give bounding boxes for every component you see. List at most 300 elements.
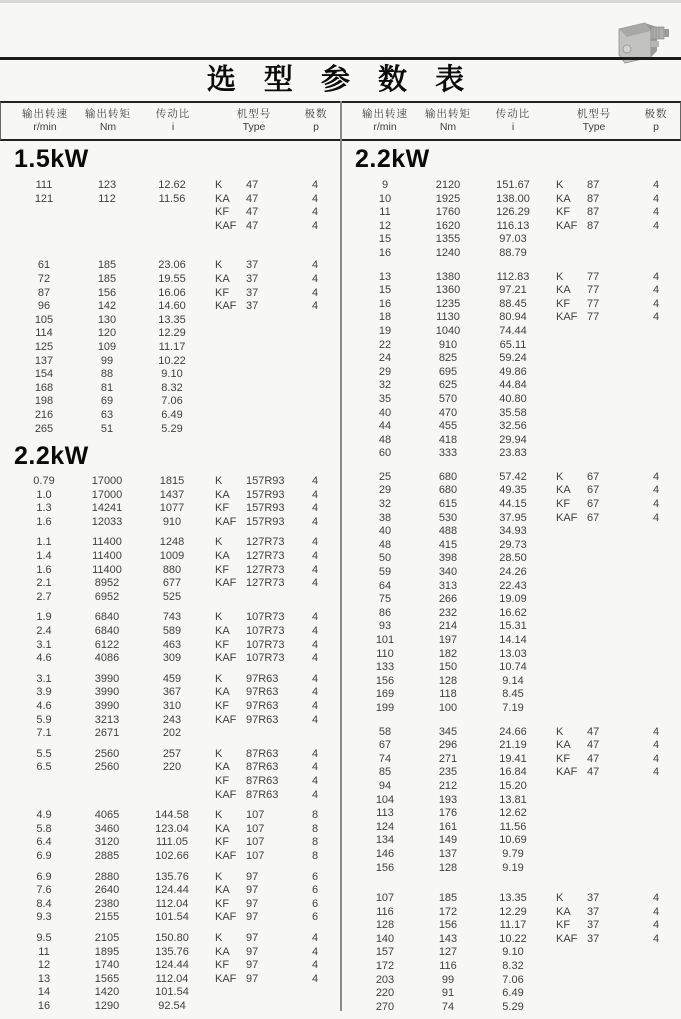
model-type-value: [547, 946, 641, 960]
output-speed-value: 203: [375, 973, 395, 986]
table-row: [0, 489, 340, 503]
table-row: [341, 525, 681, 539]
table-row: [341, 1001, 681, 1015]
output-torque-value: 109: [97, 340, 117, 353]
model-prefix: [556, 339, 587, 353]
ratio-value: 220: [162, 761, 182, 774]
output-torque-value: 333: [438, 447, 458, 460]
gear-series-group: [0, 611, 340, 665]
table-row: [341, 325, 681, 339]
poles-value: 4: [652, 905, 660, 918]
model-size: 67: [587, 470, 600, 483]
ratio-value: 13.03: [499, 647, 527, 660]
output-torque-value: 910: [438, 338, 458, 351]
model-prefix: [215, 341, 246, 355]
output-speed-value: 94: [378, 779, 392, 792]
output-speed-value: 1.6: [36, 515, 52, 528]
table-row: [341, 607, 681, 621]
ratio-value: 111.05: [155, 836, 188, 849]
model-size: 77: [587, 270, 600, 283]
ratio-value: 101.54: [155, 911, 189, 924]
output-speed-value: 121: [34, 192, 54, 205]
output-speed-value: 5.8: [36, 822, 52, 835]
model-prefix: [556, 634, 587, 648]
table-row: [0, 986, 340, 1000]
output-torque-value: 2155: [94, 911, 120, 924]
output-speed-value: 50: [378, 552, 392, 565]
output-torque-value: 1620: [435, 219, 461, 232]
table-row: [0, 871, 340, 885]
model-prefix: KAF: [215, 219, 237, 232]
output-speed-value: 24: [378, 352, 392, 365]
output-torque-value: 418: [438, 433, 458, 446]
table-row: [341, 620, 681, 634]
header-poles: 极数 p: [644, 108, 668, 133]
model-type-value: [547, 892, 641, 906]
model-prefix: K: [215, 259, 223, 272]
table-row: [341, 311, 681, 325]
model-type-value: [547, 179, 641, 193]
ratio-value: 1077: [159, 502, 185, 515]
table-row: [0, 502, 340, 516]
table-row: [0, 327, 340, 341]
model-size: 107: [246, 822, 265, 835]
output-torque-value: 143: [438, 932, 458, 945]
ratio-value: 880: [162, 563, 182, 576]
model-prefix: [215, 986, 246, 1000]
poles-value: [641, 393, 671, 407]
ratio-value: 257: [162, 747, 182, 760]
model-size: 97: [246, 870, 259, 883]
model-type-value: [206, 823, 300, 837]
model-type-value: [206, 959, 300, 973]
power-section: [341, 146, 681, 1014]
output-torque-value: 2560: [94, 761, 120, 774]
output-speed-value: 16: [37, 999, 51, 1012]
ratio-value: [138, 206, 206, 220]
table-row: [0, 368, 340, 382]
output-speed-value: 18: [378, 311, 392, 324]
model-type-value: [206, 287, 300, 301]
model-type-value: [547, 525, 641, 539]
poles-value: 4: [311, 286, 319, 299]
output-torque-value: 1420: [94, 986, 120, 999]
model-type-value: [206, 727, 300, 741]
model-size: 87: [587, 206, 600, 219]
model-size: 107R73: [246, 611, 285, 624]
poles-value: 4: [311, 761, 319, 774]
model-type-value: [547, 933, 641, 947]
poles-value: [641, 821, 671, 835]
table-row: [341, 407, 681, 421]
ratio-value: 135.76: [155, 945, 189, 958]
ratio-value: 525: [162, 590, 182, 603]
model-type-value: [547, 753, 641, 767]
model-prefix: K: [556, 725, 564, 738]
gear-series-group: [0, 475, 340, 529]
model-prefix: [556, 420, 587, 434]
model-type-value: [547, 580, 641, 594]
output-torque-value: 1360: [435, 284, 461, 297]
ratio-value: 12.62: [499, 807, 527, 820]
model-prefix: KAF: [215, 652, 237, 665]
output-speed-value: 172: [375, 960, 395, 973]
output-torque-value: 11400: [92, 536, 122, 549]
ratio-value: 243: [162, 713, 182, 726]
ratio-value: 34.93: [499, 525, 527, 538]
output-torque-value: 6952: [94, 590, 120, 603]
model-type-value: [547, 648, 641, 662]
output-torque-value: 3460: [94, 822, 120, 835]
model-prefix: KF: [556, 498, 571, 511]
ratio-value: 463: [162, 638, 182, 651]
table-row: [341, 821, 681, 835]
ratio-value: 102.66: [155, 849, 189, 862]
output-torque-value: 2671: [94, 727, 120, 740]
output-torque-value: 271: [438, 752, 458, 765]
model-prefix: KA: [215, 550, 230, 563]
output-torque-value: 2885: [94, 849, 120, 862]
poles-value: 4: [652, 932, 660, 945]
output-speed-value: 168: [34, 381, 54, 394]
table-row: [341, 593, 681, 607]
table-row: [0, 395, 340, 409]
model-prefix: [556, 702, 587, 716]
table-row: [0, 409, 340, 423]
ratio-value: 1815: [159, 475, 185, 488]
model-prefix: KF: [215, 563, 230, 576]
ratio-value: 44.15: [499, 498, 527, 511]
poles-value: 6: [311, 884, 319, 897]
model-prefix: K: [215, 611, 223, 624]
output-torque-value: 340: [438, 566, 458, 579]
model-prefix: KA: [215, 488, 230, 501]
poles-value: [641, 407, 671, 421]
poles-value: 6: [311, 870, 319, 883]
ratio-value: 19.09: [499, 593, 527, 606]
ratio-value: 23.83: [499, 447, 527, 460]
output-torque-value: 116: [439, 960, 457, 973]
model-type-value: [206, 206, 300, 220]
model-size: 97: [246, 931, 259, 944]
ratio-value: 9.10: [502, 946, 524, 959]
model-size: 87R63: [246, 747, 279, 760]
poles-value: 4: [311, 672, 319, 685]
ratio-value: 677: [162, 577, 182, 590]
poles-value: 4: [311, 652, 319, 665]
table-row: [341, 580, 681, 594]
poles-value: 4: [311, 488, 319, 501]
output-torque-value: 2880: [94, 870, 120, 883]
table-header-left: [1, 103, 340, 139]
output-speed-value: 8.4: [36, 897, 52, 910]
model-type-value: [547, 634, 641, 648]
model-type-value: [547, 675, 641, 689]
model-size: 97R63: [246, 686, 279, 699]
model-type-value: [206, 850, 300, 864]
model-size: 97R63: [246, 672, 279, 685]
ratio-value: 7.06: [161, 395, 183, 408]
output-torque-value: 128: [438, 674, 458, 687]
table-row: [341, 447, 681, 461]
column-right: [341, 141, 681, 1019]
model-size: 97: [246, 911, 259, 924]
model-prefix: KF: [556, 752, 571, 765]
ratio-value: 49.35: [499, 484, 527, 497]
model-size: 47: [246, 206, 259, 219]
poles-value: [641, 862, 671, 876]
model-type-value: [206, 761, 300, 775]
model-prefix: K: [215, 179, 223, 191]
model-prefix: KF: [215, 836, 230, 849]
output-torque-value: 695: [438, 365, 458, 378]
ratio-value: 8.45: [502, 688, 524, 701]
output-speed-value: 60: [378, 447, 392, 460]
model-size: 67: [587, 498, 600, 511]
table-row: [341, 339, 681, 353]
model-type-value: [547, 271, 641, 285]
model-size: 127R73: [246, 550, 285, 563]
model-type-value: [206, 564, 300, 578]
model-type-value: [547, 311, 641, 325]
poles-value: [641, 960, 671, 974]
model-prefix: [556, 552, 587, 566]
model-prefix: [556, 447, 587, 461]
gear-series-group: [341, 726, 681, 876]
ratio-value: 1248: [159, 536, 185, 549]
output-torque-value: 455: [438, 420, 458, 433]
output-speed-value: 48: [378, 433, 392, 446]
model-prefix: [556, 675, 587, 689]
model-type-value: [547, 821, 641, 835]
model-size: 107R73: [246, 625, 285, 638]
poles-value: [300, 395, 330, 409]
model-type-value: [547, 974, 641, 988]
model-prefix: KF: [215, 774, 230, 787]
table-row: [341, 960, 681, 974]
model-type-value: [206, 686, 300, 700]
poles-value: [300, 314, 330, 328]
model-type-value: [547, 620, 641, 634]
model-prefix: [556, 661, 587, 675]
output-torque-value: 530: [438, 511, 458, 524]
table-row: [0, 748, 340, 762]
poles-value: 4: [652, 270, 660, 283]
header-poles: 极数 p: [304, 108, 328, 133]
table-row: [341, 298, 681, 312]
model-type-value: [547, 566, 641, 580]
model-size: 37: [587, 892, 600, 905]
model-type-value: [547, 325, 641, 339]
output-torque-value: 296: [438, 739, 458, 752]
model-prefix: [215, 727, 246, 741]
table-row: [341, 179, 681, 193]
model-type-value: [547, 220, 641, 234]
table-row: [0, 973, 340, 987]
model-size: 77: [587, 311, 600, 324]
model-size: 47: [246, 219, 259, 232]
output-torque-value: 415: [438, 538, 458, 551]
poles-value: [641, 807, 671, 821]
table-row: [0, 382, 340, 396]
output-torque-value: 197: [438, 634, 458, 646]
ratio-value: 49.86: [499, 365, 527, 378]
model-prefix: [556, 233, 587, 247]
table-row: [341, 892, 681, 906]
model-prefix: KA: [556, 739, 571, 752]
output-torque-value: 680: [438, 484, 458, 497]
output-speed-value: 128: [375, 919, 395, 932]
table-row: [341, 193, 681, 207]
output-speed-value: 75: [378, 593, 392, 606]
poles-value: 4: [652, 739, 660, 752]
poles-value: 4: [311, 713, 319, 726]
poles-value: 4: [311, 515, 319, 528]
table-row: [341, 739, 681, 753]
output-speed-value: 107: [375, 892, 395, 905]
model-type-value: [547, 780, 641, 794]
model-size: 77: [587, 297, 600, 310]
output-torque-value: 1925: [435, 192, 461, 205]
table-row: [341, 807, 681, 821]
output-torque-value: 398: [438, 552, 458, 565]
output-speed-value: 3.9: [36, 686, 52, 699]
output-torque-value: 176: [438, 807, 458, 820]
output-speed-value: 32: [378, 379, 392, 392]
model-type-value: [547, 552, 641, 566]
output-torque-value: 127: [438, 946, 458, 959]
model-size: 87R63: [246, 788, 279, 801]
model-type-value: [547, 726, 641, 740]
header-ratio: 传动比 i: [495, 108, 531, 133]
model-size: 127R73: [246, 563, 285, 576]
model-size: 87: [587, 219, 600, 232]
model-prefix: [556, 987, 587, 1001]
model-prefix: KAF: [556, 219, 578, 232]
table-row: [341, 352, 681, 366]
model-type-value: [547, 834, 641, 848]
output-speed-value: 14: [37, 986, 51, 999]
output-speed-value: 104: [375, 793, 395, 806]
ratio-value: 57.42: [499, 470, 527, 483]
model-type-value: [206, 652, 300, 666]
table-row: [341, 834, 681, 848]
model-type-value: [206, 836, 300, 850]
ratio-value: 7.19: [502, 701, 524, 714]
model-prefix: KF: [215, 206, 230, 219]
output-torque-value: 4086: [94, 652, 120, 665]
model-type-value: [547, 906, 641, 920]
output-torque-value: 91: [441, 987, 455, 1000]
output-torque-value: 6122: [94, 638, 120, 651]
model-size: 37: [246, 286, 259, 299]
output-torque-value: 137: [438, 847, 458, 860]
model-size: 107: [246, 849, 265, 862]
output-speed-value: 4.6: [36, 700, 52, 712]
model-type-value: [206, 220, 300, 234]
output-speed-value: 25: [378, 470, 392, 483]
ratio-value: 29.94: [499, 433, 527, 446]
output-speed-value: 6.5: [36, 761, 52, 774]
gear-series-group: [0, 871, 340, 925]
poles-value: 4: [311, 550, 319, 563]
ratio-value: 65.11: [499, 338, 527, 351]
poles-value: [300, 355, 330, 369]
table-row: [0, 273, 340, 287]
model-type-value: [547, 284, 641, 298]
table-row: [341, 634, 681, 648]
ratio-value: 9.10: [161, 368, 183, 381]
table-row: [0, 423, 340, 437]
model-type-value: [206, 327, 300, 341]
output-speed-value: 4.9: [36, 809, 52, 822]
model-type-value: [547, 661, 641, 675]
poles-value: 4: [311, 272, 319, 285]
poles-value: 4: [652, 192, 660, 205]
model-prefix: KA: [556, 484, 571, 497]
model-type-value: [206, 409, 300, 423]
table-row: [0, 836, 340, 850]
output-speed-value: 16: [378, 297, 392, 310]
ratio-value: 88.45: [499, 297, 527, 310]
poles-value: 4: [311, 611, 319, 624]
model-type-value: [206, 341, 300, 355]
output-torque-value: 2560: [94, 747, 120, 760]
poles-value: [300, 327, 330, 341]
model-prefix: KA: [215, 625, 230, 638]
output-speed-value: 9.5: [36, 931, 52, 944]
model-size: 37: [246, 259, 259, 272]
ratio-value: 144.58: [155, 809, 189, 822]
ratio-value: 6.49: [502, 987, 524, 1000]
table-row: [0, 179, 340, 193]
model-size: 107: [246, 836, 265, 849]
model-prefix: KAF: [215, 911, 237, 924]
model-type-value: [206, 973, 300, 987]
model-prefix: [556, 379, 587, 393]
table-row: [0, 287, 340, 301]
poles-value: [641, 1001, 671, 1015]
output-speed-value: 154: [34, 368, 54, 381]
output-speed-value: 2.1: [36, 577, 52, 590]
model-prefix: KF: [556, 919, 571, 932]
ratio-value: 92.54: [158, 999, 186, 1012]
poles-value: 4: [311, 577, 319, 590]
model-prefix: KF: [215, 897, 230, 910]
ratio-value: 11.56: [499, 820, 527, 833]
ratio-value: 367: [162, 686, 182, 699]
ratio-value: 21.19: [499, 739, 527, 752]
output-torque-value: 17000: [91, 488, 123, 501]
model-type-value: [206, 625, 300, 639]
output-speed-value: 198: [34, 395, 54, 408]
output-torque-value: 2380: [94, 897, 120, 910]
poles-value: 4: [652, 284, 660, 297]
ratio-value: 7.06: [502, 973, 524, 986]
model-prefix: [556, 834, 587, 848]
output-speed-value: [12, 775, 76, 789]
model-type-value: [206, 639, 300, 653]
model-size: 97: [246, 884, 259, 897]
poles-value: 8: [311, 809, 319, 822]
model-type-value: [206, 1000, 300, 1014]
table-row: [341, 539, 681, 553]
power-section: [0, 146, 340, 436]
model-prefix: KAF: [215, 300, 237, 313]
output-speed-value: 4.6: [36, 652, 52, 665]
power-section: [0, 443, 340, 1013]
poles-value: [641, 552, 671, 566]
